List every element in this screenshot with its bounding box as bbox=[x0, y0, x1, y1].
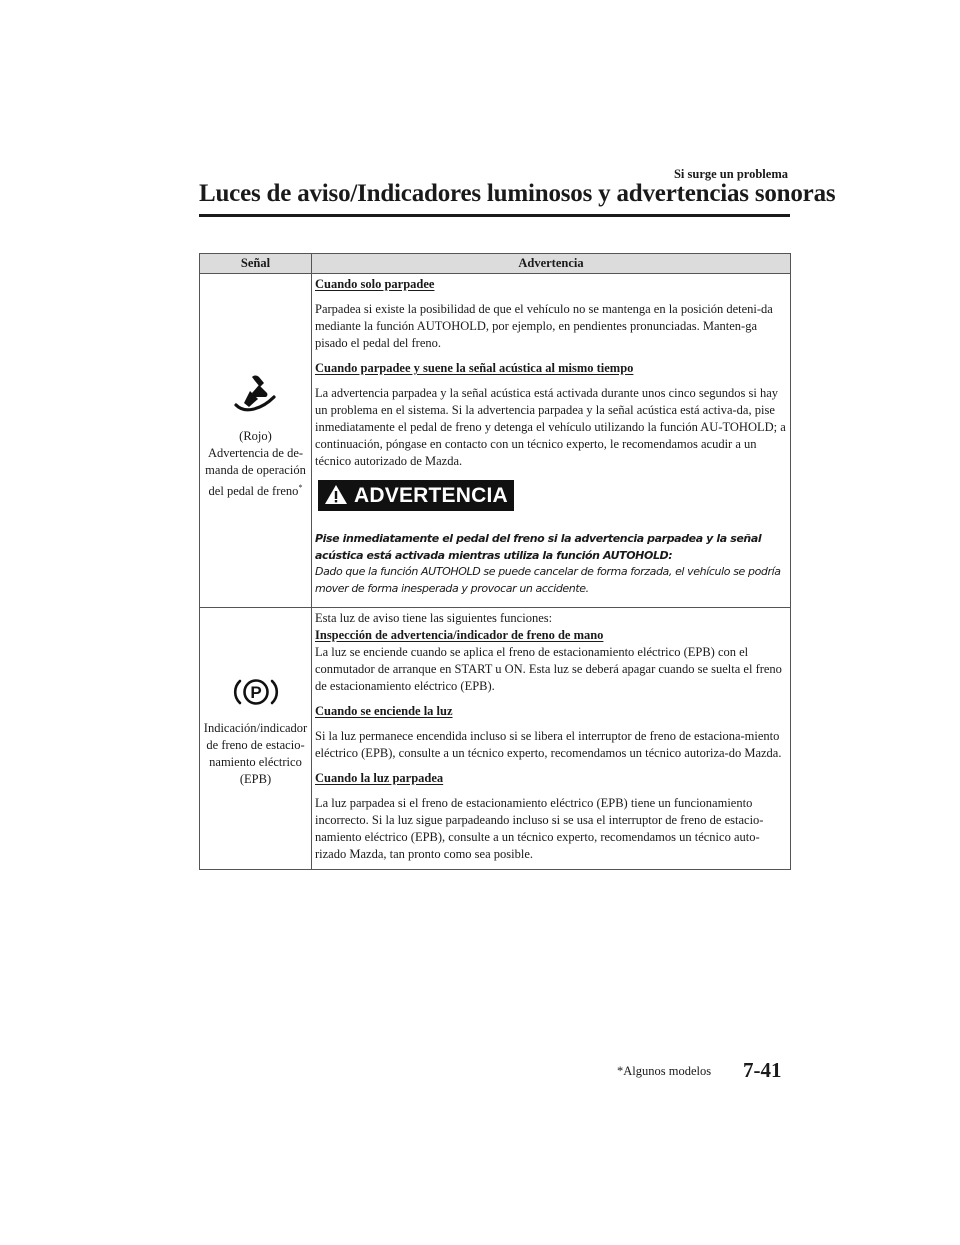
warning-badge bbox=[318, 480, 514, 511]
svg-text:P: P bbox=[249, 683, 262, 702]
paragraph: La advertencia parpadea y la señal acústica está activada durante unos cinco segundos si hay un problema en el sistema. Si la advertencia parpadea y la señal acústica está activa-da, pise inmediatamente el pedal de freno y detenga el vehículo utilizando la función AU-TOHOLD; a continuación, póngase en contacto con un técnico experto, le recomendamos acudir a un técnico autorizado de Mazda. bbox=[315, 386, 786, 468]
brake-pedal-icon bbox=[202, 373, 309, 422]
parking-brake-p-icon bbox=[202, 675, 309, 714]
footnote-marker: * bbox=[298, 482, 303, 492]
signal-line: Advertencia de de- bbox=[207, 445, 304, 460]
signal-line: de freno de estacio- bbox=[206, 738, 305, 752]
table-header-row bbox=[200, 254, 791, 274]
paragraph: Esta luz de aviso tiene las siguientes funciones: bbox=[315, 611, 553, 625]
signal-line: (Rojo) bbox=[239, 428, 272, 443]
signal-line: namiento eléctrico bbox=[209, 755, 302, 769]
warning-triangle-icon bbox=[324, 484, 354, 507]
subheading: Inspección de advertencia/indicador de freno de mano bbox=[315, 628, 604, 642]
paragraph: La luz se enciende cuando se aplica el freno de estacionamiento eléctrico (EPB) con el conmutador de arranque en START u ON. Esta luz se deberá apagar cuando se suelta el freno de estacionamiento eléctrico (EPB). bbox=[315, 645, 782, 693]
table-row bbox=[200, 274, 791, 608]
subheading: Cuando se enciende la luz bbox=[315, 704, 453, 718]
warning-body-text: Dado que la función AUTOHOLD se puede cancelar de forma forzada, el vehículo se podría mover de forma inesperada y provocar un accidente. bbox=[315, 565, 781, 595]
warning-text bbox=[315, 531, 786, 597]
warning-badge-label: ADVERTENCIA bbox=[354, 484, 508, 507]
signal-line bbox=[202, 479, 309, 500]
column-header-warning: Advertencia bbox=[312, 254, 791, 274]
warning-lights-table bbox=[199, 253, 791, 870]
signal-cell bbox=[200, 608, 312, 870]
warning-bold-text: Pise inmediatamente el pedal del freno si la advertencia parpadea y la señal acústica está activada mientras utiliza la función AUTOHOLD: bbox=[315, 532, 762, 562]
description-cell bbox=[312, 274, 791, 608]
column-header-signal: Señal bbox=[200, 254, 312, 274]
signal-cell bbox=[200, 274, 312, 608]
subheading: Cuando la luz parpadea bbox=[315, 771, 444, 785]
page-title: Luces de aviso/Indicadores luminosos y advertencias sonoras bbox=[199, 180, 836, 207]
page-number: 7-41 bbox=[743, 1058, 782, 1082]
paragraph: La luz parpadea si el freno de estacionamiento eléctrico (EPB) tiene un funcionamiento incorrecto. Si la luz sigue parpadeando incluso si se usa el interruptor de freno de estacio-namiento eléctrico (EPB), consulte a un técnico experto, recomendamos un técnico auto-rizado Mazda, tan pronto como sea posible. bbox=[315, 796, 764, 861]
footnote: *Algunos modelos bbox=[617, 1064, 712, 1078]
paragraph: Parpadea si existe la posibilidad de que el vehículo no se mantenga en la posición deteni-da mediante la función AUTOHOLD, por ejemplo, en pendientes pronunciadas. Manten-ga pisado el pedal del freno. bbox=[315, 302, 773, 350]
signal-line: manda de operación bbox=[205, 462, 306, 477]
section-label: Si surge un problema bbox=[673, 167, 788, 181]
description-cell bbox=[312, 608, 791, 870]
paragraph: Si la luz permanece encendida incluso si se libera el interruptor de freno de estaciona-miento eléctrico (EPB), consulte a un técnico experto, recomendamos un técnico autoriza-do Mazda. bbox=[315, 729, 782, 760]
subheading: Cuando solo parpadee bbox=[315, 277, 435, 291]
signal-line-text: del pedal de freno bbox=[208, 484, 299, 499]
signal-line: (EPB) bbox=[239, 772, 272, 786]
title-rule bbox=[199, 214, 790, 217]
signal-line: Indicación/indicador bbox=[203, 721, 308, 735]
subheading: Cuando parpadee y suene la señal acústica al mismo tiempo bbox=[315, 361, 634, 375]
table-row bbox=[200, 608, 791, 870]
